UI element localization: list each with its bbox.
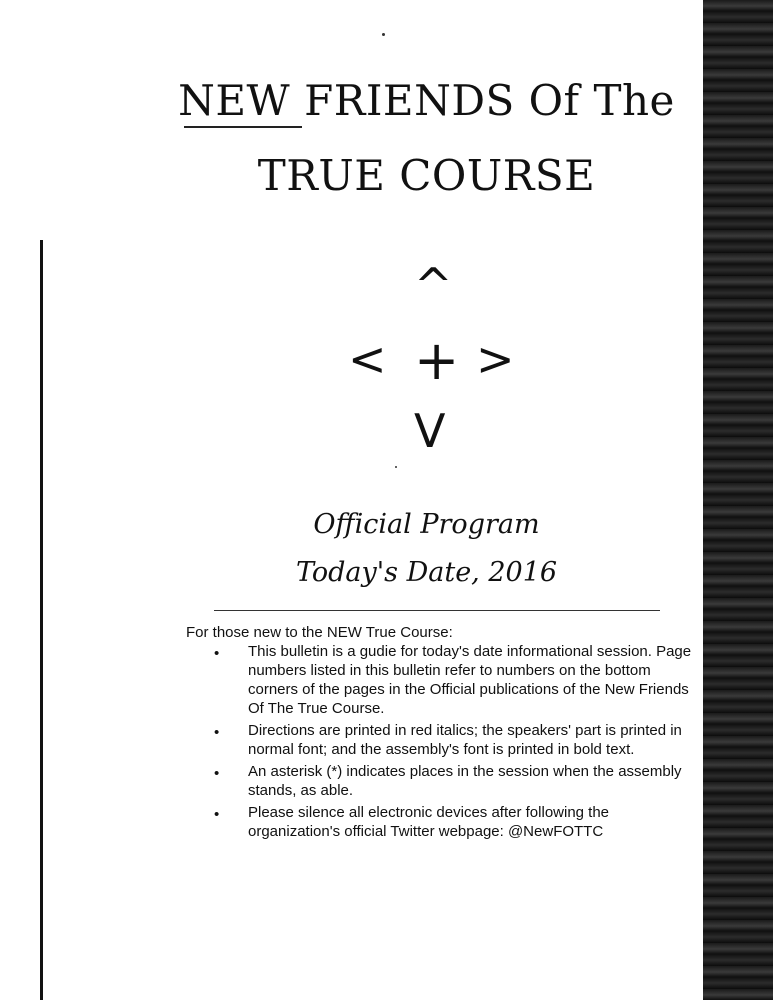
program-title: Official Program — [313, 509, 540, 540]
arrow-right-icon: > — [476, 332, 515, 386]
page-title-line-1 — [40, 76, 773, 125]
scan-speck — [395, 466, 397, 468]
list-item: • An asterisk (*) indicates places in the session when the assembly stands, as able. — [208, 762, 698, 800]
arrow-up-icon: ^ — [414, 258, 453, 312]
divider — [214, 610, 660, 611]
notes-list — [208, 642, 698, 844]
plus-icon: + — [414, 329, 460, 392]
program-date: Today's Date, 2016 — [295, 557, 558, 588]
scan-left-margin — [0, 0, 44, 1000]
arrow-down-icon: V — [414, 404, 446, 458]
title-word-new: NEW — [178, 76, 291, 125]
scan-right-edge — [703, 0, 773, 1000]
title-rest: FRIENDS Of The — [304, 76, 675, 125]
list-item: • This bulletin is a gudie for today's date informational session. Page numbers listed in this bulletin refer to numbers on the bottom corners of the pages in the Official publications of the New Friends Of The True Course. — [208, 642, 698, 718]
bulletin-page — [44, 0, 703, 1000]
page-title-line-2: TRUE COURSE — [257, 151, 596, 200]
arrow-left-icon: < — [348, 332, 387, 386]
list-item: • Please silence all electronic devices after following the organization's official Twitter webpage: @NewFOTTC — [208, 803, 698, 841]
notes-intro: For those new to the NEW True Course: — [186, 624, 453, 641]
title-underline — [184, 126, 302, 128]
scan-speck — [382, 33, 385, 36]
list-item: • Directions are printed in red italics; the speakers' part is printed in normal font; and the assembly's font is printed in bold text. — [208, 721, 698, 759]
